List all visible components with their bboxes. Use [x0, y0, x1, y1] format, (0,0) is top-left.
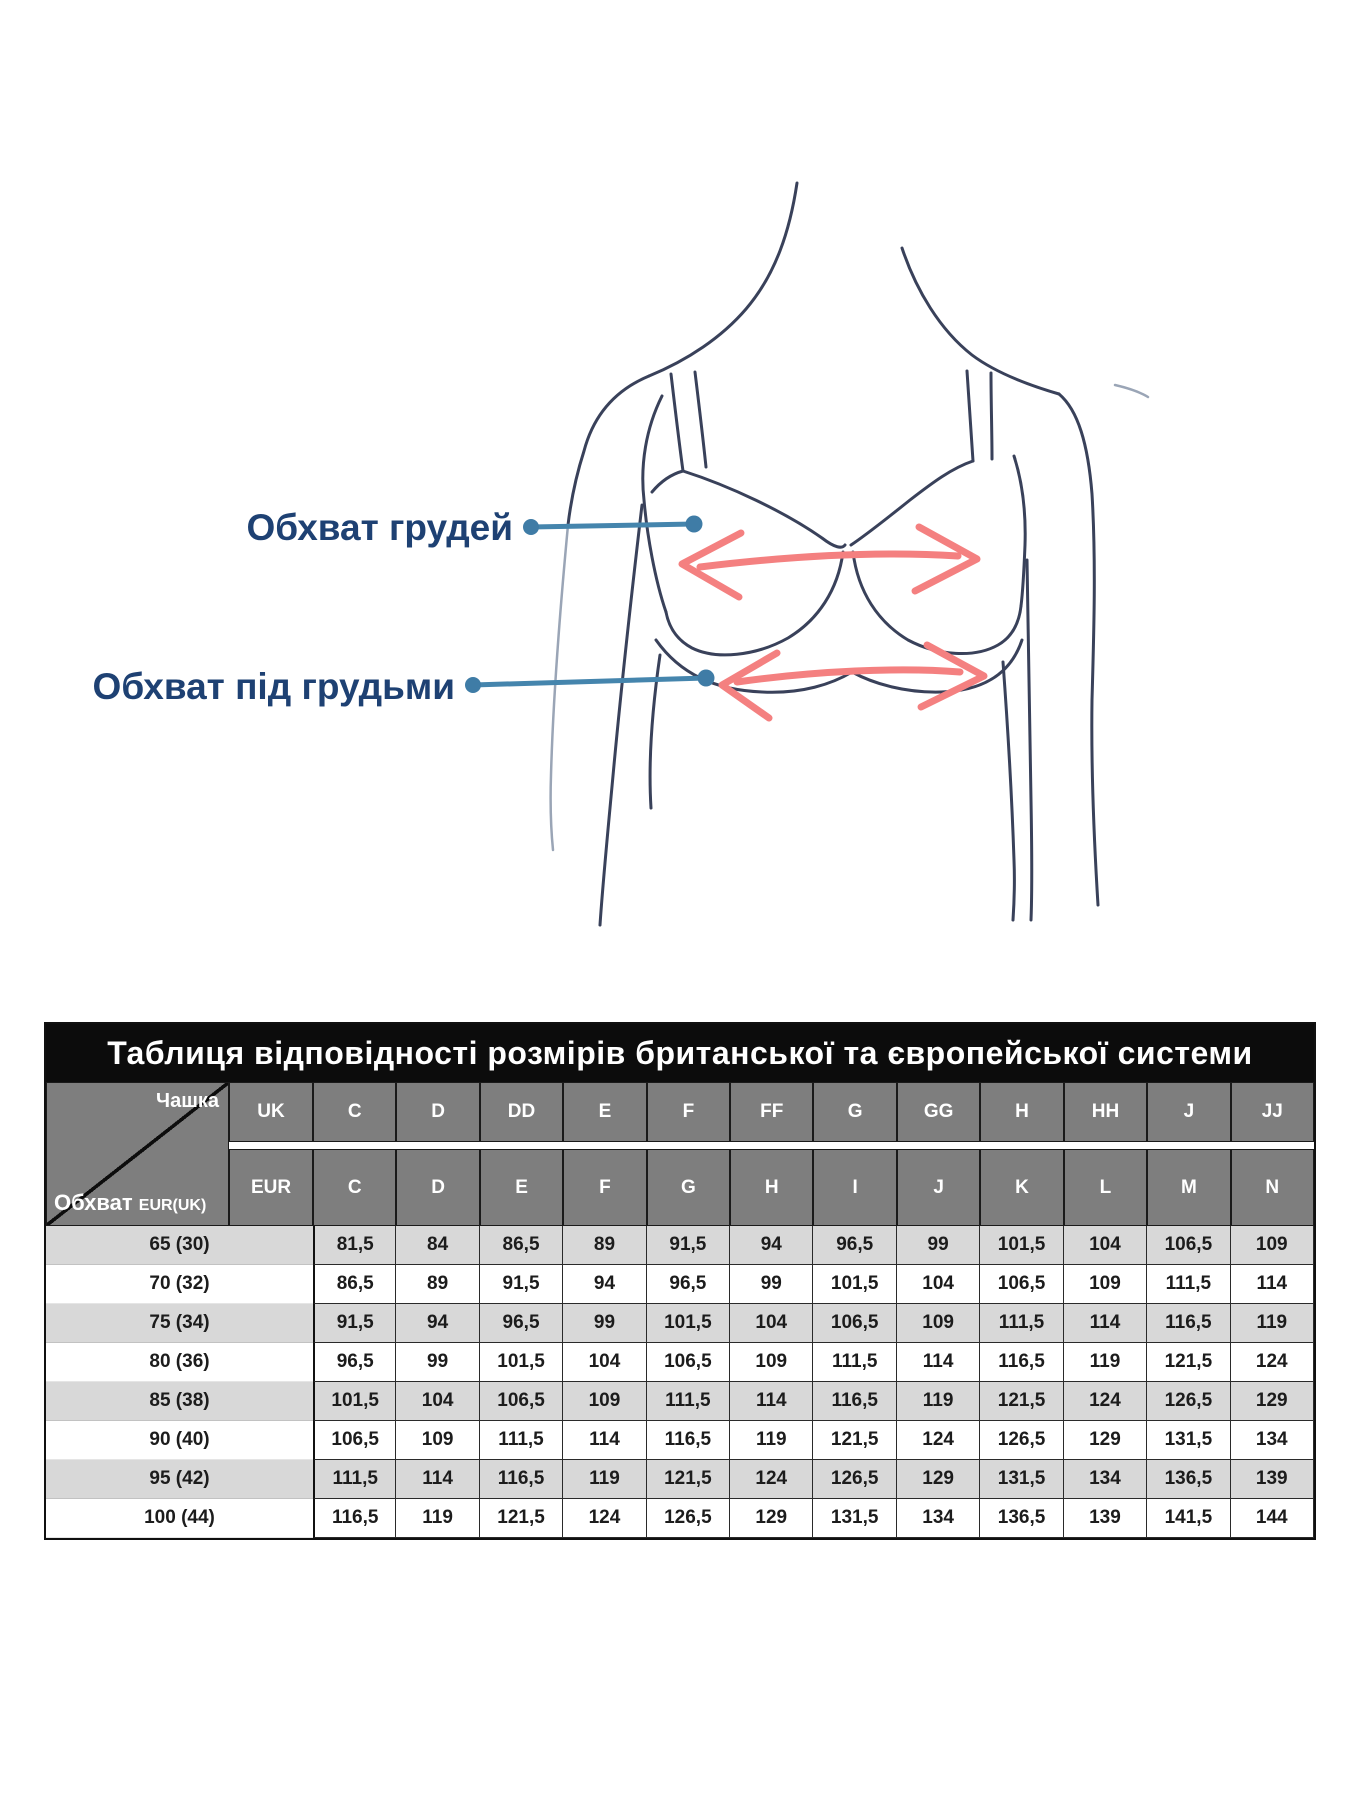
band-size-label-cell: 95 (42) — [46, 1460, 313, 1499]
eur-cup-header-cell: J — [897, 1149, 980, 1226]
underbust-label: Обхват під грудьми — [92, 666, 455, 707]
eur-cup-header-cell: H — [730, 1149, 813, 1226]
band-size-label-cell: 75 (34) — [46, 1304, 313, 1343]
measurement-value-cell: 99 — [730, 1265, 813, 1304]
band-size-label-cell: 80 (36) — [46, 1343, 313, 1382]
measurement-value-cell: 94 — [563, 1265, 646, 1304]
measurement-value-cell: 106,5 — [647, 1343, 730, 1382]
measurement-value-cell: 116,5 — [813, 1382, 896, 1421]
uk-cup-header-cell: E — [563, 1082, 646, 1142]
measurement-value-cell: 94 — [730, 1226, 813, 1265]
measurement-value-cell: 119 — [1231, 1304, 1314, 1343]
left-cup-top-edge — [683, 471, 845, 547]
eur-cup-header-cell: K — [980, 1149, 1063, 1226]
measurement-value-cell: 119 — [1064, 1343, 1147, 1382]
measurement-value-cell: 134 — [1064, 1460, 1147, 1499]
band-size-label-cell: 85 (38) — [46, 1382, 313, 1421]
bust-arrow — [682, 527, 977, 597]
measurement-value-cell: 96,5 — [480, 1304, 563, 1343]
bust-pointer — [523, 516, 703, 536]
bust-arrow-shaft — [700, 554, 958, 567]
measurement-value-cell: 86,5 — [480, 1226, 563, 1265]
right-strap-line — [967, 371, 973, 461]
measurement-value-cell: 119 — [563, 1460, 646, 1499]
measurement-value-cell: 106,5 — [313, 1421, 396, 1460]
uk-cup-header-cell: HH — [1064, 1082, 1147, 1142]
measurement-value-cell: 101,5 — [647, 1304, 730, 1343]
measurement-value-cell: 89 — [396, 1265, 479, 1304]
measurement-value-cell: 114 — [730, 1382, 813, 1421]
measurement-value-cell: 81,5 — [313, 1226, 396, 1265]
measurement-value-cell: 94 — [396, 1304, 479, 1343]
measurement-value-cell: 101,5 — [313, 1382, 396, 1421]
right-shoulder-hint-line — [1115, 385, 1148, 397]
measurement-value-cell: 91,5 — [313, 1304, 396, 1343]
measurement-value-cell: 124 — [1231, 1343, 1314, 1382]
measurement-value-cell: 114 — [897, 1343, 980, 1382]
measurement-value-cell: 114 — [1064, 1304, 1147, 1343]
pointer-dot — [698, 670, 715, 687]
pointer-dot — [523, 519, 539, 535]
left-neck-line — [649, 183, 797, 376]
corner-girth-word: Обхват — [54, 1190, 133, 1215]
measurement-value-cell: 101,5 — [980, 1226, 1063, 1265]
underbust-pointer — [465, 670, 715, 694]
band-size-label-cell: 70 (32) — [46, 1265, 313, 1304]
measurement-value-cell: 101,5 — [480, 1343, 563, 1382]
measurement-value-cell: 111,5 — [647, 1382, 730, 1421]
measurement-value-cell: 124 — [1064, 1382, 1147, 1421]
measurement-value-cell: 84 — [396, 1226, 479, 1265]
right-arm-inner-line — [1027, 560, 1032, 920]
measurement-value-cell: 109 — [897, 1304, 980, 1343]
measurement-value-cell: 106,5 — [1147, 1226, 1230, 1265]
corner-girth-sub: EUR(UK) — [138, 1197, 207, 1214]
uk-cup-header-cell: FF — [730, 1082, 813, 1142]
measurement-value-cell: 126,5 — [647, 1499, 730, 1538]
measurement-value-cell: 126,5 — [980, 1421, 1063, 1460]
eur-cup-header-cell: I — [813, 1149, 896, 1226]
measurement-value-cell: 141,5 — [1147, 1499, 1230, 1538]
measurement-value-cell: 91,5 — [647, 1226, 730, 1265]
band-size-label-cell: 65 (30) — [46, 1226, 313, 1265]
underbust-pointer-line — [473, 678, 706, 685]
bust-label: Обхват грудей — [246, 507, 513, 548]
uk-cup-header-cell: C — [313, 1082, 396, 1142]
band-size-label-cell: 90 (40) — [46, 1421, 313, 1460]
uk-cup-header-cell: DD — [480, 1082, 563, 1142]
measurement-value-cell: 119 — [730, 1421, 813, 1460]
measurement-value-cell: 134 — [897, 1499, 980, 1538]
measurement-value-cell: 104 — [563, 1343, 646, 1382]
measurement-value-cell: 121,5 — [813, 1421, 896, 1460]
measurement-value-cell: 144 — [1231, 1499, 1314, 1538]
measurement-value-cell: 129 — [897, 1460, 980, 1499]
measurement-value-cell: 111,5 — [1147, 1265, 1230, 1304]
measurement-value-cell: 99 — [897, 1226, 980, 1265]
measurement-value-cell: 106,5 — [980, 1265, 1063, 1304]
measurement-value-cell: 106,5 — [813, 1304, 896, 1343]
measurement-value-cell: 106,5 — [480, 1382, 563, 1421]
measurement-value-cell: 131,5 — [980, 1460, 1063, 1499]
uk-cup-header-cell: J — [1147, 1082, 1230, 1142]
measurement-value-cell: 111,5 — [813, 1343, 896, 1382]
underbust-arrow-left-head — [722, 653, 777, 718]
measurement-value-cell: 136,5 — [980, 1499, 1063, 1538]
bra-outline — [652, 371, 1022, 692]
right-underwire — [853, 552, 1021, 654]
size-chart-table — [44, 1022, 1316, 1540]
measurement-value-cell: 116,5 — [480, 1460, 563, 1499]
measurement-value-cell: 124 — [730, 1460, 813, 1499]
measurement-value-cell: 104 — [897, 1265, 980, 1304]
measurement-value-cell: 116,5 — [980, 1343, 1063, 1382]
measurement-value-cell: 129 — [1231, 1382, 1314, 1421]
left-armpit-cup-side — [643, 396, 666, 612]
measurement-value-cell: 96,5 — [313, 1343, 396, 1382]
uk-cup-header-cell: G — [813, 1082, 896, 1142]
uk-system-label-cell: UK — [229, 1082, 313, 1142]
band-size-label-cell: 100 (44) — [46, 1499, 313, 1538]
underbust-arrow-shaft — [737, 670, 960, 682]
measurement-value-cell: 109 — [1231, 1226, 1314, 1265]
eur-system-label-cell: EUR — [229, 1149, 313, 1226]
measurement-value-cell: 91,5 — [480, 1265, 563, 1304]
eur-cup-header-cell: G — [647, 1149, 730, 1226]
eur-cup-header-cell: D — [396, 1149, 479, 1226]
measurement-value-cell: 96,5 — [647, 1265, 730, 1304]
measurement-value-cell: 109 — [730, 1343, 813, 1382]
measurement-value-cell: 114 — [1231, 1265, 1314, 1304]
eur-cup-header-cell: N — [1231, 1149, 1314, 1226]
eur-cup-header-cell: L — [1064, 1149, 1147, 1226]
left-strap-line — [671, 374, 683, 471]
measurement-value-cell: 139 — [1231, 1460, 1314, 1499]
measurement-value-cell: 124 — [897, 1421, 980, 1460]
measurement-value-cell: 96,5 — [813, 1226, 896, 1265]
right-strap-line — [991, 373, 992, 459]
measurement-value-cell: 114 — [396, 1460, 479, 1499]
measurement-value-cell: 99 — [563, 1304, 646, 1343]
measurement-value-cell: 121,5 — [1147, 1343, 1230, 1382]
measurement-value-cell: 131,5 — [813, 1499, 896, 1538]
bust-arrow-right-head — [915, 527, 977, 591]
uk-cup-header-cell: JJ — [1231, 1082, 1314, 1142]
measurement-value-cell: 111,5 — [313, 1460, 396, 1499]
measurement-value-cell: 89 — [563, 1226, 646, 1265]
measurement-value-cell: 134 — [1231, 1421, 1314, 1460]
measurement-value-cell: 104 — [1064, 1226, 1147, 1265]
measurement-value-cell: 121,5 — [647, 1460, 730, 1499]
eur-cup-header-cell: C — [313, 1149, 396, 1226]
measurement-value-cell: 109 — [1064, 1265, 1147, 1304]
eur-cup-header-cell: F — [563, 1149, 646, 1226]
measurement-value-cell: 116,5 — [647, 1421, 730, 1460]
left-shoulder-arm-line — [568, 376, 649, 525]
measurement-value-cell: 104 — [396, 1382, 479, 1421]
right-neck-line — [902, 248, 1059, 394]
right-cup-top-edge — [851, 461, 973, 545]
measurement-value-cell: 86,5 — [313, 1265, 396, 1304]
measurement-value-cell: 126,5 — [1147, 1382, 1230, 1421]
bust-pointer-line — [531, 524, 694, 527]
left-forearm-line — [551, 525, 568, 850]
header-divider — [229, 1142, 1314, 1149]
right-armpit-cup-side — [1014, 456, 1025, 606]
measurement-value-cell: 124 — [563, 1499, 646, 1538]
corner-girth-label — [54, 1190, 206, 1216]
left-arm-inner-line — [600, 505, 642, 925]
measurement-value-cell: 129 — [1064, 1421, 1147, 1460]
measurement-value-cell: 114 — [563, 1421, 646, 1460]
uk-cup-header-cell: GG — [897, 1082, 980, 1142]
measurement-value-cell: 109 — [563, 1382, 646, 1421]
right-arm-outer-line — [1059, 394, 1098, 905]
measurement-value-cell: 111,5 — [480, 1421, 563, 1460]
measurement-value-cell: 101,5 — [813, 1265, 896, 1304]
measurement-value-cell: 121,5 — [980, 1382, 1063, 1421]
measurement-value-cell: 129 — [730, 1499, 813, 1538]
table-title: Таблиця відповідності розмірів британської та європейської системи — [46, 1024, 1314, 1082]
measurement-value-cell: 136,5 — [1147, 1460, 1230, 1499]
underbust-arrow — [722, 645, 984, 718]
uk-cup-header-cell: D — [396, 1082, 479, 1142]
left-cup-rim — [652, 471, 683, 492]
right-torso-line — [1003, 662, 1014, 920]
uk-cup-header-cell: H — [980, 1082, 1063, 1142]
left-strap-line — [695, 372, 706, 467]
measurement-value-cell: 109 — [396, 1421, 479, 1460]
pointer-dot — [465, 677, 481, 693]
uk-cup-header-cell: F — [647, 1082, 730, 1142]
measurement-value-cell: 121,5 — [480, 1499, 563, 1538]
eur-cup-header-cell: E — [480, 1149, 563, 1226]
measurement-value-cell: 131,5 — [1147, 1421, 1230, 1460]
size-grid — [46, 1082, 1314, 1538]
measurement-value-cell: 104 — [730, 1304, 813, 1343]
measurement-value-cell: 116,5 — [313, 1499, 396, 1538]
measurement-value-cell: 126,5 — [813, 1460, 896, 1499]
pointer-dot — [686, 516, 703, 533]
measurement-value-cell: 99 — [396, 1343, 479, 1382]
measurement-value-cell: 116,5 — [1147, 1304, 1230, 1343]
corner-cup-label: Чашка — [156, 1090, 219, 1112]
eur-cup-header-cell: M — [1147, 1149, 1230, 1226]
measurement-value-cell: 119 — [897, 1382, 980, 1421]
measurement-value-cell: 119 — [396, 1499, 479, 1538]
cup-band-corner-cell — [46, 1082, 229, 1226]
measurement-value-cell: 139 — [1064, 1499, 1147, 1538]
measurement-value-cell: 111,5 — [980, 1304, 1063, 1343]
